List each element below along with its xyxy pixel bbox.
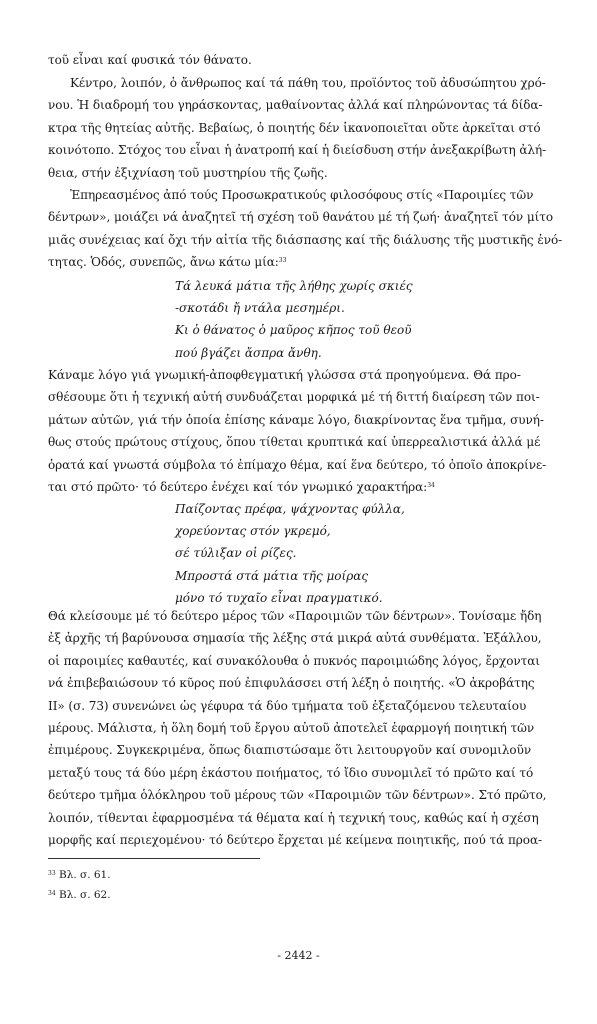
text-line: Κάναμε λόγο γιά γνωμική-ἀποφθεγματική γλώσσα στά προηγούμενα. Θά προ- — [48, 368, 521, 382]
paragraph-2 — [48, 72, 552, 184]
text-line: Θά κλείσουμε μέ τό δεύτερο μέρος τῶν «Παροιμιῶν τῶν δέντρων». Τονίσαμε ἤδη — [48, 609, 542, 623]
text-line: θεια, στήν ἐξιχνίαση τοῦ μυστηρίου τῆς ζωῆς. — [48, 165, 328, 180]
text-line: ΙΙ» (σ. 73) συνενώνει ὡς γέφυρα τά δύο τμήματα τοῦ ἐξεταζόμενου τελευταίου — [48, 698, 527, 713]
poem-quote-2 — [175, 498, 535, 609]
text-line: νά ἐπιβεβαιώσουν τό κῦρος πού ἐπιφυλάσσει στή λέξη ὁ ποιητής. «Ὁ ἀκροβάτης — [48, 676, 535, 691]
poem-line: πού βγάζει ἄσπρα ἄνθη. — [175, 345, 322, 360]
poem-line: μόνο τό τυχαῖο εἶναι πραγματικό. — [175, 590, 383, 605]
text-line: σθέσουμε ὅτι ἡ τεχνική αὐτή συνδυάζεται μορφικά μέ τή διττή διαίρεση τῶν ποι- — [48, 390, 540, 405]
poem-line: Παίζοντας πρέφα, ψάχνοντας φύλλα, — [175, 502, 405, 516]
footnote-33 — [48, 868, 111, 882]
footnote-text: Βλ. σ. 62. — [58, 889, 111, 901]
text-line: μάτων αὐτῶν, γιά τήν ὁποία ἐπίσης κάναμε λόγο, διακρίνοντας ἕνα τμῆμα, συνή- — [48, 412, 544, 427]
text-line: δέντρων», μοιάζει νά ἀναζητεῖ τή σχέση τοῦ θανάτου μέ τή ζωή· ἀναζητεῖ τόν μίτο — [48, 210, 554, 225]
footnote-mark: 33 — [48, 870, 56, 877]
poem-line: -σκοτάδι ἤ ντάλα μεσημέρι. — [175, 301, 345, 316]
text-line: ἐξ ἀρχῆς τή βαρύνουσα σημασία τῆς λέξης στά μικρά αὐτά συνθέματα. Ἐξάλλου, — [48, 631, 542, 646]
text-line — [48, 476, 552, 498]
text-line — [48, 251, 552, 273]
text-line: νου. Ἡ διαδρομή του γηράσκοντας, μαθαίνοντας ἀλλά καί πληρώνοντας τά δίδα- — [48, 98, 543, 113]
text-line: μέρους. Μάλιστα, ἡ ὅλη δομή τοῦ ἔργου αὐτοῦ ἀποτελεῖ ἐφαρμογή ποιητική τῶν — [48, 721, 535, 736]
paragraph-4 — [48, 364, 552, 498]
text-line: δεύτερο τμῆμα ὁλόκληρου τοῦ μέρους τῶν «Παροιμιῶν τῶν δέντρων». Στό πρῶτο, — [48, 788, 547, 803]
poem-line: Τά λευκά μάτια τῆς λήθης χωρίς σκιές — [175, 279, 413, 293]
text-line: Ἐπηρεασμένος ἀπό τούς Προσωκρατικούς φιλοσόφους στίς «Παροιμίες τῶν — [70, 188, 534, 202]
footnote-text: Βλ. σ. 61. — [58, 869, 111, 881]
poem-line: Μπροστά στά μάτια τῆς μοίρας — [175, 568, 369, 583]
text-line: μεταξύ τους τά δύο μέρη ἑκάστου ποιήματος, τό ἴδιο συνομιλεῖ τό πρῶτο καί τό — [48, 765, 534, 780]
footnote-34 — [48, 888, 111, 902]
text-line-content: ται στό πρῶτο· τό δεύτερο ἐνέχει καί τόν γνωμικό χαρακτήρα: — [48, 480, 428, 495]
poem-quote-1 — [175, 275, 535, 364]
text-line: τοῦ εἶναι καί φυσικά τόν θάνατο. — [48, 53, 252, 67]
poem-line: χορεύοντας στόν γκρεμό, — [175, 524, 331, 539]
text-line: οἱ παροιμίες καθαυτές, καί συνακόλουθα ὁ πυκνός παροιμιώδης λόγος, ἔρχονται — [48, 653, 540, 668]
footnote-ref: 34 — [427, 482, 435, 490]
paragraph-5 — [48, 605, 552, 851]
page-number: - 2442 - — [277, 949, 320, 962]
text-line: Κέντρο, λοιπόν, ὁ ἄνθρωπος καί τά πάθη του, προϊόντος τοῦ ἀδυσώπητου χρό- — [70, 76, 546, 90]
paragraph-1 — [48, 49, 552, 71]
text-line: ὁρατά καί γνωστά σύμβολα τό ἐπίμαχο θέμα, καί ἕνα δεύτερο, τό ὁποῖο ἀποκρίνε- — [48, 457, 547, 472]
text-line: μορφῆς καί περιεχομένου· τό δεύτερο ἔρχεται μέ κείμενα ποιητικῆς, πού τά προα- — [48, 833, 543, 848]
text-line: θως στούς πρώτους στίχους, ὅπου τίθεται κρυπτικά καί ὑπερρεαλιστικά ἀλλά μέ — [48, 435, 541, 450]
footnote-mark: 34 — [48, 890, 56, 897]
footnote-ref: 33 — [278, 257, 287, 265]
paragraph-3 — [48, 184, 563, 274]
text-line: κοινότοπο. Στόχος του εἶναι ἡ ἀνατροπή καί ἡ διείσδυση στήν ἀνεξακρίβωτη ἀλή- — [48, 143, 547, 158]
text-line-content: τητας. Ὁδός, συνεπῶς, ἄνω κάτω μία: — [48, 255, 279, 270]
poem-line: Κι ὁ θάνατος ὁ μαῦρος κῆπος τοῦ θεοῦ — [175, 323, 412, 338]
footnote-divider — [48, 858, 260, 859]
text-line: λοιπόν, τίθενται ἐφαρμοσμένα τά θέματα καί ἡ τεχνική τους, καθώς καί ἡ σχέση — [48, 810, 539, 825]
text-line: μιᾶς συνέχειας καί ὄχι τήν αἰτία τῆς διάσπασης καί τῆς διάλυσης τῆς μυστικῆς ἑνό- — [48, 232, 563, 247]
text-line: κτρα τῆς θητείας αὐτῆς. Βεβαίως, ὁ ποιητής δέν ἱκανοποιεῖται οὔτε ἀρκεῖται στό — [48, 120, 541, 135]
text-line: ἐπιμέρους. Συγκεκριμένα, ὅπως διαπιστώσαμε ὅτι λειτουργοῦν καί συνομιλοῦν — [48, 743, 532, 758]
poem-line: σέ τύλιξαν οἱ ρίζες. — [175, 546, 297, 561]
